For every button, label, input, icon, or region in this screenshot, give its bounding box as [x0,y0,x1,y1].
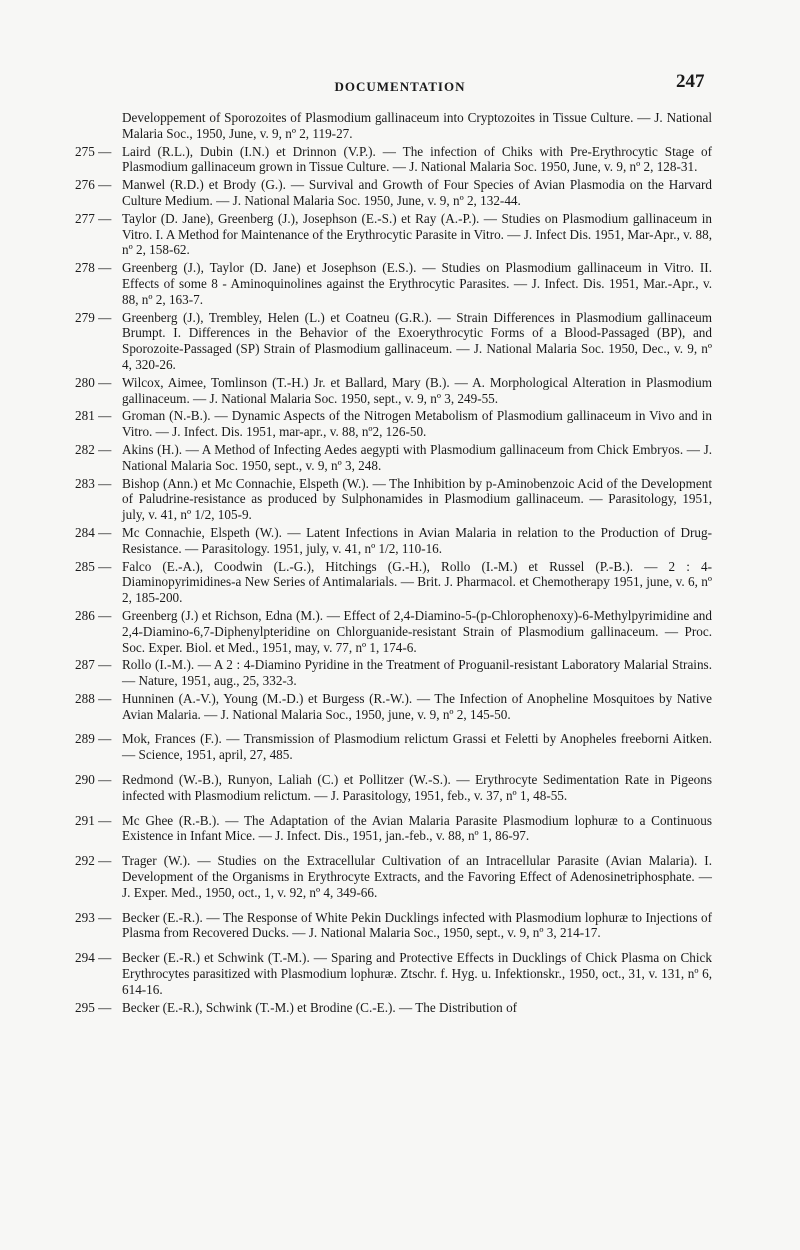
entry-citation: Becker (E.-R.), Schwink (T.-M.) et Brodine (C.-E.). — The Distribution of [122,999,518,1015]
bibliography-entry [0,731,800,763]
running-header: DOCUMENTATION [334,79,466,94]
entry-citation: Wilcox, Aimee, Tomlinson (T.-H.) Jr. et Ballard, Mary (B.). — A. Morphological Alteration in Plasmodium gallinaceum. — J. National Malaria Soc. 1950, sept., v. 9, nº 3, 249-55. [122,374,712,406]
bibliography-entry [0,910,800,942]
entry-citation: Greenberg (J.), Taylor (D. Jane) et Josephson (E.S.). — Studies on Plasmodium gallinaceum in Vitro. II. Effects of some 8 - Aminoquinolines against the Erythrocytic Parasites. — J. Infect. Dis. 1951, Mar.-Apr., v. 88, nº 2, 163-7. [122,260,712,307]
entry-number: 276 — [75,177,112,193]
entry-number: 288 — [75,690,112,706]
entry-citation: Falco (E.-A.), Coodwin (L.-G.), Hitchings (G.-H.), Rollo (I.-M.) et Russel (P.-B.). — 2 : 4-Diaminopyrimidines-a New Series of Antimalarials. — Brit. J. Pharmacol. et Chemotherapy 1951, june, v. 6, nº 2, 185-200. [122,558,712,606]
bibliography-entry [0,772,800,804]
entry-number: 294 — [75,950,112,966]
entry-number: 295 — [75,999,112,1015]
entry-number: 277 — [75,210,112,226]
page-number: 247 [676,71,705,92]
bibliography-entry [0,310,800,373]
entry-citation: Manwel (R.D.) et Brody (G.). — Survival and Growth of Four Species of Avian Plasmodia on the Harvard Culture Medium. — J. National Malaria Soc. 1950, June, v. 9, nº 2, 132-44. [122,177,712,208]
entry-citation: Becker (E.-R.). — The Response of White Pekin Ducklings infected with Plasmodium lophuræ to Injections of Plasma from Recovered Ducks. — J. National Malaria Soc., 1950, sept., v. 9, nº 3, 214-17. [122,909,712,941]
entry-citation: Hunninen (A.-V.), Young (M.-D.) et Burgess (R.-W.). — The Infection of Anopheline Mosquitoes by Native Avian Malaria. — J. National Malaria Soc., 1950, june, v. 9, nº 2, 145-50. [122,690,712,722]
entry-number: 284 — [75,524,112,540]
entry-citation: Akins (H.). — A Method of Infecting Aedes aegypti with Plasmodium gallinaceum from Chick Embryos. — J. National Malaria Soc. 1950, sept., v. 9, nº 3, 248. [122,441,712,473]
entry-number: 275 — [75,143,112,159]
entry-number: 285 — [75,558,112,574]
entry-number: 280 — [75,374,112,390]
entry-citation: Mok, Frances (F.). — Transmission of Plasmodium relictum Grassi et Feletti by Anopheles freeborni Aitken. — Science, 1951, april, 27, 485. [122,731,712,763]
bibliography-entry [0,691,800,723]
entry-number: 286 — [75,607,112,623]
entry-number: 292 — [75,853,112,869]
bibliography-entry [0,813,800,845]
entry-citation: Greenberg (J.) et Richson, Edna (M.). — Effect of 2,4-Diamino-5-(p-Chlorophenoxy)-6-Methylpyrimidine and 2,4-Diamino-6,7-Diphenylpteridine on Chlorguanide-resistant Strain of Plasmodium gallinaceum. — Proc. Soc. Exper. Biol. et Med., 1951, may, v. 77, nº 1, 174-6. [122,607,712,655]
entry-number: 290 — [75,772,112,788]
continued-entry-text: Developpement of Sporozoites of Plasmodium gallinaceum into Cryptozoites in Tissue Culture. — J. National Malaria Soc., 1950, June, v. 9, nº 2, 119-27. [122,110,712,141]
bibliography-entry [0,144,800,176]
bibliography-entry [0,1000,800,1016]
bibliography-entry [0,950,800,997]
entry-citation: Becker (E.-R.) et Schwink (T.-M.). — Sparing and Protective Effects in Ducklings of Chick Plasma on Chick Erythrocytes parasitized with Plasmodium lophuræ. Ztschr. f. Hyg. u. Infektionskr., 1950, oct., 31, v. 131, nº 6, 614-16. [122,950,712,997]
entry-number: 283 — [75,475,112,491]
bibliography-entry [0,375,800,407]
bibliography-entry [0,177,800,209]
entry-citation: Rollo (I.-M.). — A 2 : 4-Diamino Pyridine in the Treatment of Proguanil-resistant Laboratory Malarial Strains. — Nature, 1951, aug., 25, 332-3. [122,657,712,689]
entry-number: 291 — [75,812,112,828]
entry-citation: Greenberg (J.), Trembley, Helen (L.) et Coatneu (G.R.). — Strain Differences in Plasmodium gallinaceum Brumpt. I. Differences in the Behavior of the Exoerythrocytic Forms of a Blood-Passaged (BP), and Sporozoite-Passaged (SP) Strain of Plasmodium gallinaceum. — J. National Malaria Soc. 1950, Dec., v. 9, nº 4, 320-26. [122,309,712,372]
entries-container [0,144,800,1016]
entry-number: 278 — [75,260,112,276]
entry-citation: Mc Connachie, Elspeth (W.). — Latent Infections in Avian Malaria in relation to the Production of Drug-Resistance. — Parasitology. 1951, july, v. 41, nº 1/2, 110-16. [122,524,712,556]
bibliography-entry [0,408,800,440]
bibliography-list [0,110,800,1015]
bibliography-entry [0,260,800,307]
bibliography-entry [0,442,800,474]
entry-number: 289 — [75,731,112,747]
entry-number: 281 — [75,408,112,424]
entry-number: 293 — [75,909,112,925]
entry-citation: Laird (R.L.), Dubin (I.N.) et Drinnon (V.P.). — The infection of Chiks with Pre-Erythrocytic Stage of Plasmodium gallinaceum grown in Tissue Culture. — J. National Malaria Soc. 1950, June, v. 9, nº 2, 128-31. [122,143,712,175]
bibliography-entry [0,853,800,900]
entry-number: 287 — [75,657,112,673]
entry-citation: Taylor (D. Jane), Greenberg (J.), Josephson (E.-S.) et Ray (A.-P.). — Studies on Plasmodium gallinaceum in Vitro. I. A Method for Maintenance of the Erythrocytic Parasite in Vitro. — J. Infect Dis. 1951, Mar-Apr., v. 88, nº 2, 158-62. [122,210,712,258]
bibliography-entry [0,525,800,557]
entry-number: 282 — [75,441,112,457]
entry-citation: Mc Ghee (R.-B.). — The Adaptation of the Avian Malaria Parasite Plasmodium lophuræ to a Continuous Existence in Infant Mice. — J. Infect. Dis., 1951, jan.-feb., v. 88, nº 1, 86-97. [122,812,712,844]
bibliography-entry [0,657,800,689]
entry-citation: Groman (N.-B.). — Dynamic Aspects of the Nitrogen Metabolism of Plasmodium gallinaceum in Vivo and in Vitro. — J. Infect. Dis. 1951, mar-apr., v. 88, nº2, 126-50. [122,408,712,440]
bibliography-entry [0,476,800,523]
entry-citation: Redmond (W.-B.), Runyon, Laliah (C.) et Pollitzer (W.-S.). — Erythrocyte Sedimentation Rate in Pigeons infected with Plasmodium relictum. — J. Parasitology, 1951, feb., v. 37, nº 1, 48-55. [122,772,712,803]
bibliography-entry [0,608,800,655]
entry-number: 279 — [75,309,112,325]
bibliography-entry [0,559,800,606]
bibliography-entry [0,211,800,258]
entry-citation: Bishop (Ann.) et Mc Connachie, Elspeth (W.). — The Inhibition by p-Aminobenzoic Acid of the Development of Paludrine-resistance as produced by Sulphonamides in Plasmodium gallinaceum. — Parasitology, 1951, july, v. 41, nº 1/2, 105-9. [122,475,712,523]
entry-citation: Trager (W.). — Studies on the Extracellular Cultivation of an Intracellular Parasite (Avian Malaria). I. Development of the Organisms in Erythrocyte Extracts, and the Favoring Effect of Adenosinetriphosphate. — J. Exper. Med., 1950, oct., 1, v. 92, nº 4, 349-66. [122,853,712,900]
